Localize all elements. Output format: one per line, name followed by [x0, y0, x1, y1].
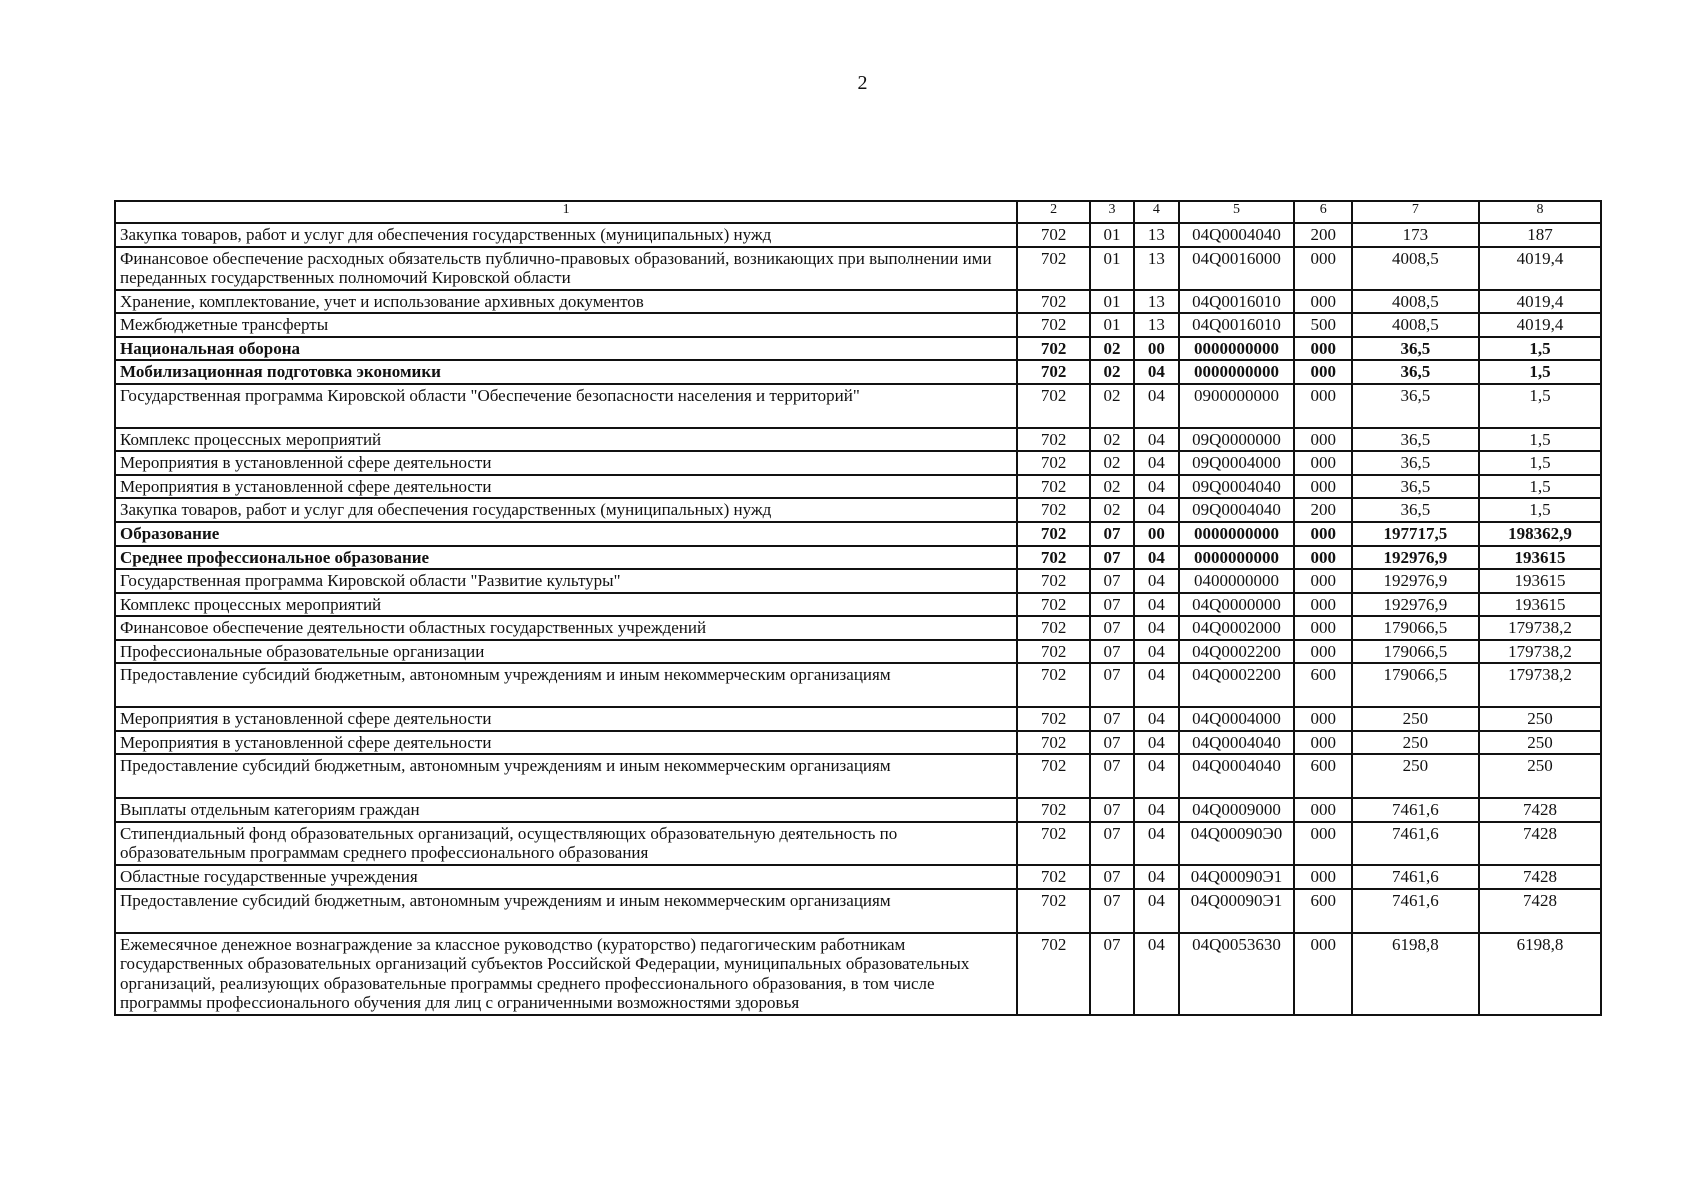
cell-col-6: 000 — [1294, 798, 1351, 822]
header-col-5: 5 — [1179, 201, 1295, 223]
cell-col-3: 07 — [1090, 546, 1134, 570]
cell-col-3: 01 — [1090, 247, 1134, 290]
cell-name: Мероприятия в установленной сфере деятельности — [115, 475, 1017, 499]
table-row — [115, 663, 1601, 707]
cell-name: Выплаты отдельным категориям граждан — [115, 798, 1017, 822]
cell-col-6: 000 — [1294, 451, 1351, 475]
cell-col-7: 36,5 — [1352, 337, 1479, 361]
cell-col-3: 02 — [1090, 451, 1134, 475]
cell-col-7: 36,5 — [1352, 451, 1479, 475]
cell-col-7: 250 — [1352, 731, 1479, 755]
cell-name: Мероприятия в установленной сфере деятельности — [115, 451, 1017, 475]
cell-name: Комплекс процессных мероприятий — [115, 593, 1017, 617]
cell-name: Ежемесячное денежное вознаграждение за классное руководство (кураторство) педагогическим работникам государственных образовательных организаций субъектов Российской Федерации, муниципальных образовательных организаций, реализующих образовательные программы среднего профессионального образования, в том числе программы профессионального обучения для лиц с ограниченными возможностями здоровья — [115, 933, 1017, 1015]
cell-col-4: 04 — [1134, 498, 1178, 522]
cell-name: Государственная программа Кировской области "Развитие культуры" — [115, 569, 1017, 593]
cell-col-3: 07 — [1090, 593, 1134, 617]
cell-col-2: 702 — [1017, 798, 1090, 822]
cell-col-7: 4008,5 — [1352, 247, 1479, 290]
cell-col-4: 04 — [1134, 593, 1178, 617]
header-col-3: 3 — [1090, 201, 1134, 223]
cell-col-6: 000 — [1294, 247, 1351, 290]
cell-col-8: 193615 — [1479, 593, 1601, 617]
cell-col-8: 1,5 — [1479, 428, 1601, 452]
cell-name: Финансовое обеспечение деятельности областных государственных учреждений — [115, 616, 1017, 640]
cell-col-8: 179738,2 — [1479, 640, 1601, 664]
table-row — [115, 223, 1601, 247]
cell-col-7: 197717,5 — [1352, 522, 1479, 546]
cell-col-6: 000 — [1294, 360, 1351, 384]
cell-col-8: 179738,2 — [1479, 616, 1601, 640]
cell-col-5: 04Q0002200 — [1179, 663, 1295, 707]
cell-col-8: 7428 — [1479, 798, 1601, 822]
cell-col-4: 04 — [1134, 865, 1178, 889]
cell-col-4: 04 — [1134, 546, 1178, 570]
cell-col-5: 04Q00090Э0 — [1179, 822, 1295, 865]
cell-col-8: 1,5 — [1479, 475, 1601, 499]
cell-col-7: 250 — [1352, 754, 1479, 798]
table-row — [115, 360, 1601, 384]
cell-col-6: 000 — [1294, 933, 1351, 1015]
cell-col-2: 702 — [1017, 498, 1090, 522]
cell-name: Закупка товаров, работ и услуг для обеспечения государственных (муниципальных) нужд — [115, 498, 1017, 522]
table-row — [115, 731, 1601, 755]
cell-col-7: 36,5 — [1352, 498, 1479, 522]
cell-col-5: 04Q0009000 — [1179, 798, 1295, 822]
table-row — [115, 337, 1601, 361]
cell-col-4: 04 — [1134, 933, 1178, 1015]
table-row — [115, 933, 1601, 1015]
table-row — [115, 451, 1601, 475]
cell-name: Среднее профессиональное образование — [115, 546, 1017, 570]
table-row — [115, 498, 1601, 522]
cell-col-4: 00 — [1134, 337, 1178, 361]
cell-col-4: 04 — [1134, 384, 1178, 428]
cell-col-3: 07 — [1090, 754, 1134, 798]
table-row — [115, 546, 1601, 570]
cell-col-2: 702 — [1017, 546, 1090, 570]
cell-col-3: 02 — [1090, 384, 1134, 428]
cell-col-2: 702 — [1017, 384, 1090, 428]
cell-col-3: 07 — [1090, 640, 1134, 664]
cell-col-8: 198362,9 — [1479, 522, 1601, 546]
cell-col-2: 702 — [1017, 522, 1090, 546]
cell-name: Профессиональные образовательные организации — [115, 640, 1017, 664]
cell-name: Предоставление субсидий бюджетным, автономным учреждениям и иным некоммерческим организациям — [115, 754, 1017, 798]
table-row — [115, 754, 1601, 798]
cell-col-7: 179066,5 — [1352, 640, 1479, 664]
cell-col-3: 07 — [1090, 822, 1134, 865]
cell-col-3: 01 — [1090, 290, 1134, 314]
cell-col-5: 04Q0000000 — [1179, 593, 1295, 617]
cell-col-6: 200 — [1294, 223, 1351, 247]
cell-col-3: 01 — [1090, 223, 1134, 247]
cell-col-4: 04 — [1134, 731, 1178, 755]
header-col-4: 4 — [1134, 201, 1178, 223]
cell-col-6: 000 — [1294, 384, 1351, 428]
cell-col-6: 600 — [1294, 889, 1351, 933]
cell-col-2: 702 — [1017, 360, 1090, 384]
cell-col-5: 04Q0004040 — [1179, 754, 1295, 798]
cell-col-3: 07 — [1090, 889, 1134, 933]
cell-col-2: 702 — [1017, 223, 1090, 247]
table-row — [115, 247, 1601, 290]
cell-col-2: 702 — [1017, 663, 1090, 707]
cell-col-8: 179738,2 — [1479, 663, 1601, 707]
cell-col-2: 702 — [1017, 889, 1090, 933]
table-row — [115, 798, 1601, 822]
cell-col-5: 0000000000 — [1179, 546, 1295, 570]
table-row — [115, 428, 1601, 452]
cell-col-4: 04 — [1134, 569, 1178, 593]
cell-col-5: 04Q0002000 — [1179, 616, 1295, 640]
cell-name: Комплекс процессных мероприятий — [115, 428, 1017, 452]
cell-col-4: 04 — [1134, 707, 1178, 731]
cell-col-4: 13 — [1134, 290, 1178, 314]
cell-col-3: 07 — [1090, 616, 1134, 640]
header-col-6: 6 — [1294, 201, 1351, 223]
cell-name: Межбюджетные трансферты — [115, 313, 1017, 337]
cell-col-5: 04Q0016000 — [1179, 247, 1295, 290]
cell-col-8: 1,5 — [1479, 384, 1601, 428]
table-row — [115, 889, 1601, 933]
cell-col-4: 04 — [1134, 889, 1178, 933]
cell-col-6: 600 — [1294, 754, 1351, 798]
cell-col-3: 02 — [1090, 475, 1134, 499]
cell-name: Областные государственные учреждения — [115, 865, 1017, 889]
cell-col-4: 04 — [1134, 428, 1178, 452]
cell-col-8: 250 — [1479, 731, 1601, 755]
cell-col-8: 1,5 — [1479, 337, 1601, 361]
cell-col-2: 702 — [1017, 865, 1090, 889]
cell-col-8: 7428 — [1479, 865, 1601, 889]
header-col-8: 8 — [1479, 201, 1601, 223]
cell-col-3: 07 — [1090, 731, 1134, 755]
cell-col-6: 000 — [1294, 822, 1351, 865]
cell-col-7: 192976,9 — [1352, 546, 1479, 570]
cell-col-8: 7428 — [1479, 889, 1601, 933]
table-header — [115, 201, 1601, 223]
cell-name: Мероприятия в установленной сфере деятельности — [115, 731, 1017, 755]
table-row — [115, 865, 1601, 889]
cell-col-6: 500 — [1294, 313, 1351, 337]
cell-col-7: 179066,5 — [1352, 616, 1479, 640]
cell-col-7: 36,5 — [1352, 384, 1479, 428]
cell-col-4: 00 — [1134, 522, 1178, 546]
cell-col-6: 000 — [1294, 616, 1351, 640]
cell-col-8: 193615 — [1479, 546, 1601, 570]
table-row — [115, 822, 1601, 865]
cell-col-6: 000 — [1294, 428, 1351, 452]
cell-name: Закупка товаров, работ и услуг для обеспечения государственных (муниципальных) нужд — [115, 223, 1017, 247]
cell-col-4: 04 — [1134, 822, 1178, 865]
cell-col-4: 04 — [1134, 754, 1178, 798]
cell-col-5: 04Q0053630 — [1179, 933, 1295, 1015]
cell-col-7: 192976,9 — [1352, 569, 1479, 593]
cell-col-3: 02 — [1090, 360, 1134, 384]
table-row — [115, 640, 1601, 664]
cell-col-2: 702 — [1017, 933, 1090, 1015]
cell-col-5: 0000000000 — [1179, 337, 1295, 361]
cell-col-8: 187 — [1479, 223, 1601, 247]
cell-col-7: 36,5 — [1352, 428, 1479, 452]
cell-col-7: 7461,6 — [1352, 798, 1479, 822]
cell-col-6: 000 — [1294, 707, 1351, 731]
cell-col-5: 04Q00090Э1 — [1179, 865, 1295, 889]
table-row — [115, 616, 1601, 640]
cell-name: Мобилизационная подготовка экономики — [115, 360, 1017, 384]
cell-name: Предоставление субсидий бюджетным, автономным учреждениям и иным некоммерческим организациям — [115, 889, 1017, 933]
budget-table — [114, 200, 1602, 1016]
cell-name: Образование — [115, 522, 1017, 546]
cell-col-4: 04 — [1134, 451, 1178, 475]
cell-col-6: 000 — [1294, 569, 1351, 593]
cell-col-5: 0900000000 — [1179, 384, 1295, 428]
table-row — [115, 522, 1601, 546]
cell-col-4: 04 — [1134, 475, 1178, 499]
cell-col-5: 09Q0004000 — [1179, 451, 1295, 475]
cell-col-4: 13 — [1134, 223, 1178, 247]
cell-col-4: 04 — [1134, 360, 1178, 384]
cell-col-2: 702 — [1017, 337, 1090, 361]
table-row — [115, 707, 1601, 731]
cell-col-7: 179066,5 — [1352, 663, 1479, 707]
cell-col-2: 702 — [1017, 451, 1090, 475]
cell-col-2: 702 — [1017, 290, 1090, 314]
cell-col-7: 4008,5 — [1352, 290, 1479, 314]
cell-col-8: 4019,4 — [1479, 247, 1601, 290]
cell-name: Национальная оборона — [115, 337, 1017, 361]
cell-col-7: 6198,8 — [1352, 933, 1479, 1015]
cell-col-5: 04Q0016010 — [1179, 290, 1295, 314]
cell-col-8: 250 — [1479, 707, 1601, 731]
cell-col-8: 4019,4 — [1479, 290, 1601, 314]
cell-col-2: 702 — [1017, 640, 1090, 664]
cell-col-8: 250 — [1479, 754, 1601, 798]
cell-col-7: 250 — [1352, 707, 1479, 731]
cell-col-2: 702 — [1017, 822, 1090, 865]
cell-name: Предоставление субсидий бюджетным, автономным учреждениям и иным некоммерческим организациям — [115, 663, 1017, 707]
cell-col-7: 192976,9 — [1352, 593, 1479, 617]
cell-col-7: 173 — [1352, 223, 1479, 247]
cell-col-3: 07 — [1090, 522, 1134, 546]
cell-col-3: 01 — [1090, 313, 1134, 337]
cell-col-5: 04Q0004040 — [1179, 731, 1295, 755]
cell-name: Государственная программа Кировской области "Обеспечение безопасности населения и территорий" — [115, 384, 1017, 428]
cell-col-7: 36,5 — [1352, 360, 1479, 384]
cell-col-6: 600 — [1294, 663, 1351, 707]
table-row — [115, 569, 1601, 593]
cell-col-7: 7461,6 — [1352, 822, 1479, 865]
table-row — [115, 475, 1601, 499]
cell-col-5: 09Q0004040 — [1179, 498, 1295, 522]
cell-col-7: 7461,6 — [1352, 889, 1479, 933]
cell-col-3: 07 — [1090, 865, 1134, 889]
cell-col-2: 702 — [1017, 616, 1090, 640]
table-body — [115, 223, 1601, 1015]
cell-name: Хранение, комплектование, учет и использование архивных документов — [115, 290, 1017, 314]
cell-col-4: 13 — [1134, 247, 1178, 290]
cell-col-8: 1,5 — [1479, 451, 1601, 475]
table-row — [115, 290, 1601, 314]
header-col-1: 1 — [115, 201, 1017, 223]
cell-name: Стипендиальный фонд образовательных организаций, осуществляющих образовательную деятельность по образовательным программам среднего профессионального образования — [115, 822, 1017, 865]
cell-col-6: 000 — [1294, 337, 1351, 361]
cell-col-7: 7461,6 — [1352, 865, 1479, 889]
cell-col-6: 000 — [1294, 522, 1351, 546]
cell-col-5: 04Q0016010 — [1179, 313, 1295, 337]
cell-col-8: 4019,4 — [1479, 313, 1601, 337]
cell-col-4: 13 — [1134, 313, 1178, 337]
cell-col-6: 000 — [1294, 290, 1351, 314]
table-row — [115, 593, 1601, 617]
cell-col-4: 04 — [1134, 798, 1178, 822]
cell-col-5: 04Q0004000 — [1179, 707, 1295, 731]
cell-col-6: 000 — [1294, 731, 1351, 755]
cell-col-2: 702 — [1017, 428, 1090, 452]
cell-col-2: 702 — [1017, 247, 1090, 290]
cell-col-3: 02 — [1090, 428, 1134, 452]
cell-col-2: 702 — [1017, 313, 1090, 337]
cell-col-3: 07 — [1090, 663, 1134, 707]
cell-col-6: 000 — [1294, 475, 1351, 499]
cell-col-5: 0000000000 — [1179, 522, 1295, 546]
cell-col-6: 200 — [1294, 498, 1351, 522]
cell-col-2: 702 — [1017, 593, 1090, 617]
table-row — [115, 384, 1601, 428]
cell-col-5: 04Q0002200 — [1179, 640, 1295, 664]
cell-name: Мероприятия в установленной сфере деятельности — [115, 707, 1017, 731]
cell-col-8: 1,5 — [1479, 360, 1601, 384]
header-col-7: 7 — [1352, 201, 1479, 223]
header-col-2: 2 — [1017, 201, 1090, 223]
cell-col-4: 04 — [1134, 663, 1178, 707]
cell-col-6: 000 — [1294, 593, 1351, 617]
page-number: 2 — [857, 72, 868, 94]
cell-col-2: 702 — [1017, 475, 1090, 499]
cell-col-4: 04 — [1134, 640, 1178, 664]
cell-col-8: 193615 — [1479, 569, 1601, 593]
cell-col-6: 000 — [1294, 640, 1351, 664]
header-row — [115, 201, 1601, 223]
cell-col-8: 1,5 — [1479, 498, 1601, 522]
cell-col-5: 0400000000 — [1179, 569, 1295, 593]
cell-col-3: 07 — [1090, 707, 1134, 731]
cell-col-8: 7428 — [1479, 822, 1601, 865]
cell-col-5: 0000000000 — [1179, 360, 1295, 384]
cell-col-3: 07 — [1090, 933, 1134, 1015]
cell-col-3: 07 — [1090, 798, 1134, 822]
cell-col-6: 000 — [1294, 546, 1351, 570]
cell-col-7: 36,5 — [1352, 475, 1479, 499]
cell-col-2: 702 — [1017, 731, 1090, 755]
cell-col-2: 702 — [1017, 754, 1090, 798]
cell-col-5: 04Q0004040 — [1179, 223, 1295, 247]
cell-col-4: 04 — [1134, 616, 1178, 640]
cell-col-3: 02 — [1090, 337, 1134, 361]
cell-col-5: 04Q00090Э1 — [1179, 889, 1295, 933]
cell-col-2: 702 — [1017, 569, 1090, 593]
table-row — [115, 313, 1601, 337]
cell-name: Финансовое обеспечение расходных обязательств публично-правовых образований, возникающих при выполнении ими переданных государственных полномочий Кировской области — [115, 247, 1017, 290]
cell-col-5: 09Q0004040 — [1179, 475, 1295, 499]
cell-col-5: 09Q0000000 — [1179, 428, 1295, 452]
cell-col-2: 702 — [1017, 707, 1090, 731]
cell-col-3: 07 — [1090, 569, 1134, 593]
cell-col-8: 6198,8 — [1479, 933, 1601, 1015]
cell-col-6: 000 — [1294, 865, 1351, 889]
cell-col-3: 02 — [1090, 498, 1134, 522]
cell-col-7: 4008,5 — [1352, 313, 1479, 337]
